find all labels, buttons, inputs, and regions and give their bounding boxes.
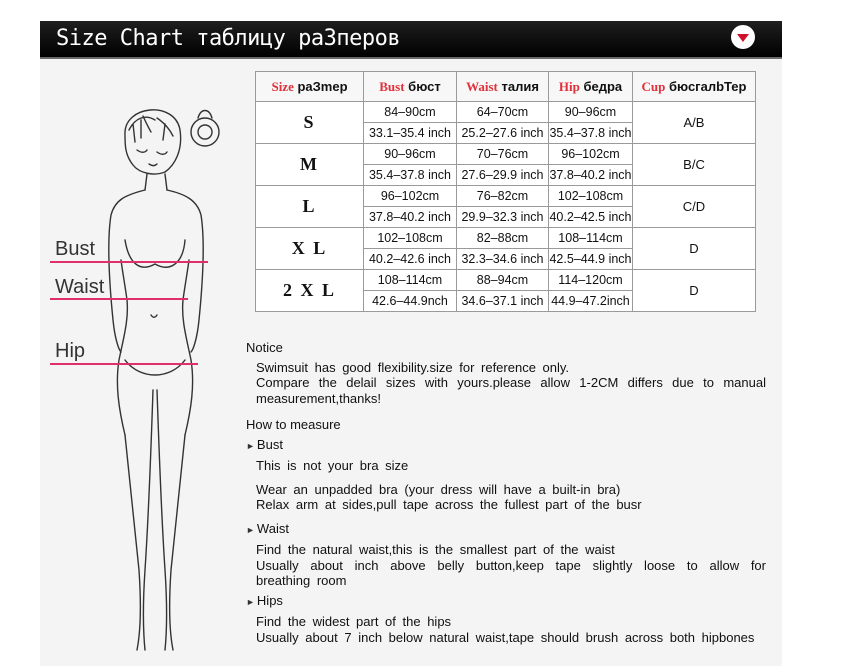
cup-cell: B/C <box>633 144 756 186</box>
size-cell: X L <box>256 228 364 270</box>
waist-text-1: Find the natural waist,this is the smallest part of the waist <box>256 542 615 557</box>
waist-inch-cell: 25.2–27.6 inch <box>457 123 549 144</box>
table-row <box>256 228 756 249</box>
bust-cm-cell: 84–90cm <box>364 102 457 123</box>
bust-inch-cell: 35.4–37.8 inch <box>364 165 457 186</box>
arrow-bullet-icon: ► <box>246 440 255 451</box>
waist-text-2: Usually about inch above belly button,keep tape slightly loose to allow for breathing room <box>256 557 766 588</box>
waist-cm-cell: 82–88cm <box>457 228 549 249</box>
size-cell: S <box>256 102 364 144</box>
bust-section-title: ► Bust <box>246 436 283 452</box>
cup-cell: D <box>633 270 756 312</box>
hip-cm-cell: 114–120cm <box>549 270 633 291</box>
table-row <box>256 144 756 165</box>
notice-text-2: Compare the delail sizes with yours.please allow 1-2CM differs due to manual measurement,thanks! <box>256 375 766 406</box>
bust-inch-cell: 42.6–44.9nch <box>364 291 457 312</box>
body-figure-illustration <box>85 90 255 660</box>
header-size: Size раЗmep <box>256 72 364 102</box>
notice-title: Notice <box>246 340 283 355</box>
size-cell: M <box>256 144 364 186</box>
bust-text-2: Wear an unpadded bra (your dress will have a built-in bra) <box>256 481 621 497</box>
table-row <box>256 102 756 123</box>
hip-inch-cell: 37.8–40.2 inch <box>549 165 633 186</box>
page-title: Size Chart таблицу раЗперов <box>56 26 401 51</box>
hip-inch-cell: 42.5–44.9 inch <box>549 249 633 270</box>
size-cell: L <box>256 186 364 228</box>
table-row <box>256 186 756 207</box>
scroll-down-button[interactable] <box>731 25 755 49</box>
waist-cm-cell: 88–94cm <box>457 270 549 291</box>
bust-text-1: This is not your bra size <box>256 458 409 473</box>
header-bust: Bust бюст <box>364 72 457 102</box>
waist-cm-cell: 64–70cm <box>457 102 549 123</box>
hip-inch-cell: 44.9–47.2inch <box>549 291 633 312</box>
hip-inch-cell: 40.2–42.5 inch <box>549 207 633 228</box>
bust-label: Bust <box>55 238 96 260</box>
bust-inch-cell: 37.8–40.2 inch <box>364 207 457 228</box>
table-header-row <box>256 72 756 102</box>
size-cell: 2 X L <box>256 270 364 312</box>
bust-cm-cell: 96–102cm <box>364 186 457 207</box>
measurement-notes <box>246 340 766 645</box>
size-chart-table <box>255 71 756 312</box>
bust-cm-cell: 102–108cm <box>364 228 457 249</box>
cup-cell: D <box>633 228 756 270</box>
hip-measure-line <box>50 363 198 365</box>
notice-text-1: Swimsuit has good flexibility.size for reference only. <box>256 359 570 375</box>
cup-cell: C/D <box>633 186 756 228</box>
bust-measure-line <box>50 261 208 263</box>
waist-inch-cell: 34.6–37.1 inch <box>457 291 549 312</box>
cup-cell: A/B <box>633 102 756 144</box>
bust-inch-cell: 33.1–35.4 inch <box>364 123 457 144</box>
hips-text-1: Find the widest part of the hips <box>256 614 452 629</box>
chevron-down-icon <box>737 34 749 42</box>
header-cup: Cup бюсгалbТер <box>633 72 756 102</box>
hip-cm-cell: 96–102cm <box>549 144 633 165</box>
hip-inch-cell: 35.4–37.8 inch <box>549 123 633 144</box>
waist-inch-cell: 27.6–29.9 inch <box>457 165 549 186</box>
arrow-bullet-icon: ► <box>246 524 255 535</box>
hips-text-2: Usually about 7 inch below natural waist,tape should brush across both hipbones <box>256 629 755 645</box>
waist-label: Waist <box>55 276 105 298</box>
table-row <box>256 270 756 291</box>
waist-cm-cell: 76–82cm <box>457 186 549 207</box>
hip-cm-cell: 102–108cm <box>549 186 633 207</box>
header-hip: Hip бедра <box>549 72 633 102</box>
waist-inch-cell: 32.3–34.6 inch <box>457 249 549 270</box>
hip-label: Hip <box>55 340 86 362</box>
hip-cm-cell: 90–96cm <box>549 102 633 123</box>
how-to-measure-title: How to measure <box>246 417 341 432</box>
waist-section-title: ► Waist <box>246 520 289 536</box>
bust-inch-cell: 40.2–42.6 inch <box>364 249 457 270</box>
bust-text-3: Relax arm at sides,pull tape across the fullest part of the busr <box>256 497 642 512</box>
arrow-bullet-icon: ► <box>246 596 255 607</box>
waist-cm-cell: 70–76cm <box>457 144 549 165</box>
header-waist: Waist талия <box>457 72 549 102</box>
waist-inch-cell: 29.9–32.3 inch <box>457 207 549 228</box>
hips-section-title: ► Hips <box>246 592 283 608</box>
header-bar <box>40 21 782 57</box>
bust-cm-cell: 108–114cm <box>364 270 457 291</box>
bust-cm-cell: 90–96cm <box>364 144 457 165</box>
hip-cm-cell: 108–114cm <box>549 228 633 249</box>
